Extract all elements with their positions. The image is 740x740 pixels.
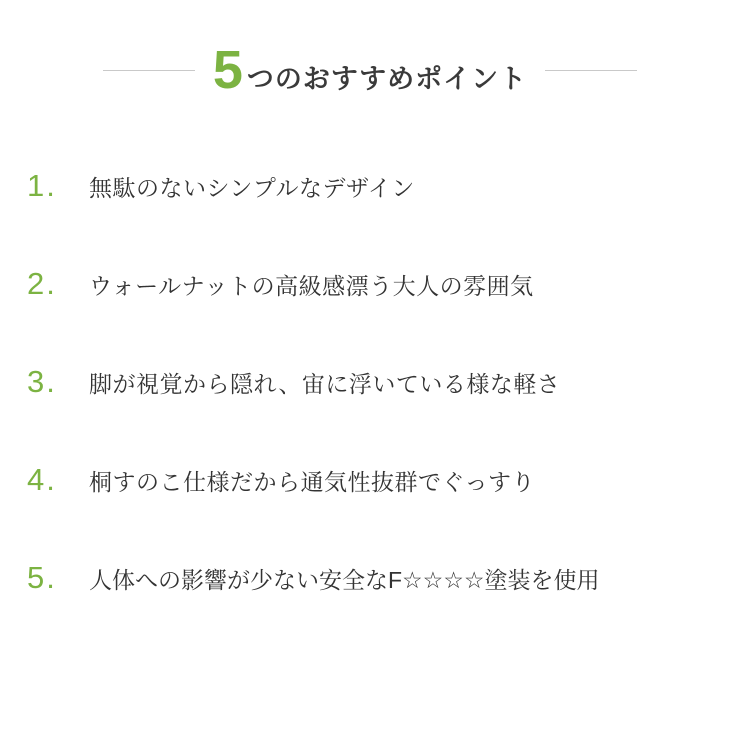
header-rule-right: [545, 70, 637, 71]
list-item-label: 無駄のないシンプルなデザイン: [89, 175, 415, 201]
list-item-number: 1.: [27, 168, 57, 203]
list-item-label: 人体への影響が少ない安全なF☆☆☆☆塗装を使用: [89, 567, 600, 593]
list-item-label: 脚が視覚から隠れ、宙に浮いている様な軽さ: [89, 371, 561, 397]
page-title: [212, 40, 528, 100]
list-item-label: 桐すのこ仕様だから通気性抜群でぐっすり: [89, 469, 536, 495]
list-item-number: 5.: [27, 560, 57, 595]
list-item: [0, 366, 740, 464]
list-item: [0, 170, 740, 268]
list-item: [0, 562, 740, 660]
header-rule-left: [103, 70, 195, 71]
list-item-number: 2.: [27, 266, 57, 301]
points-list: [0, 170, 740, 660]
list-item: [0, 464, 740, 562]
headline-number: 5: [212, 40, 243, 100]
headline-text: つのおすすめポイント: [246, 64, 528, 94]
list-item-label: ウォールナットの高級感漂う大人の雰囲気: [89, 273, 534, 299]
list-item-number: 4.: [27, 462, 57, 497]
list-item: [0, 268, 740, 366]
page-header: [0, 34, 740, 106]
list-item-number: 3.: [27, 364, 57, 399]
